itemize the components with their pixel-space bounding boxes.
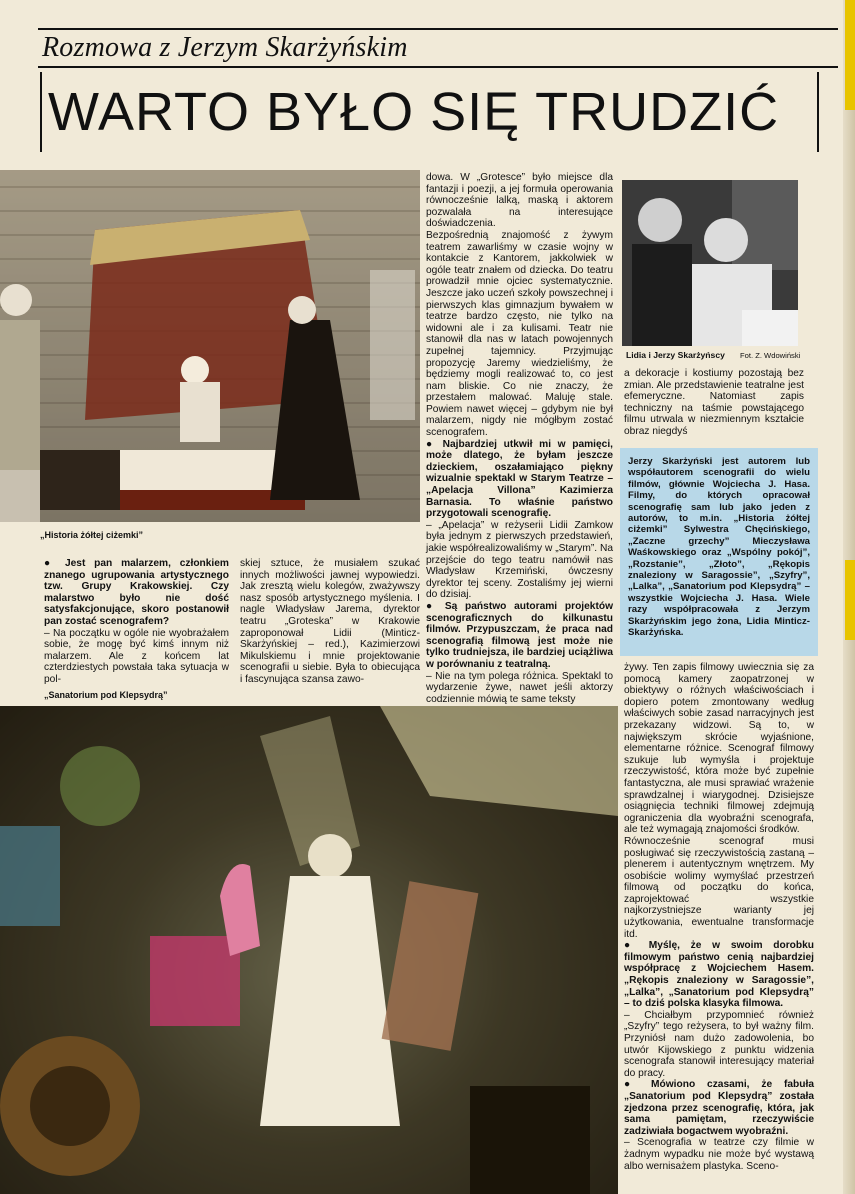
bullet-icon: ● [624,1079,652,1091]
answer-4: – Chciałbym przypomnieć również „Szyfry” tego reżysera, to był ważny film. Przyniósł nam dużo zadowolenia, bo utwór Kijowskiego z punktu widzenia scenografa stanowił interesujący materiał do pracy. [624,1009,814,1079]
info-box [620,448,818,656]
column2 [240,558,420,688]
photo3-caption: Lidia i Jerzy Skarżyńscy [626,350,725,360]
question-4: ● Myślę, że w swoim dorobku filmowym państwo cenią najbardziej współpracę z Wojciechem Hasem. „Rękopis znaleziony w Saragossie”, „Lalka”, „Sanatorium pod Klepsydrą” – to dziś polska klasyka filmowa. [624,940,814,1010]
headline-box [40,72,819,152]
col3-p2: Bezpośrednią znajomość z żywym teatrem zawarliśmy w czasie wojny w kontakcie z Kantorem, jakkolwiek w ogóle teatr znałem od dziecka. Do teatru prowadził mnie ojciec systematycznie. Jeszcze jako uczeń szkoły powszechnej i pierwszych klas gimnazjum bywałem w teatrze bardzo często, nie tylko na widowni ale i za kulisami. Teatr nie stanowił dla nas w latach powojennych zupełnej tajemnicy. Przyjmując propozycję Jaremy wiedzieliśmy, że będziemy mogli realizować to, co jest nam bliskie. Co nie znaczy, że przestałem malować. Maluję stale. Powiem nawet więcej – gdybym nie był malarzem, nigdy nie mógłbym zostać scenografem. [426,229,613,439]
column1 [44,558,229,688]
photo1-caption: „Historia żółtej ciżemki” [40,530,144,540]
answer-1: – Na początku w ogóle nie wyobrażałem sobie, że mogę być kimś innym niż malarzem. Ale z końcem lat czterdziestych powstała taka sytuacja w pol- [44,627,229,685]
bullet-icon: ● [44,558,65,569]
column4-bottom [624,662,814,1186]
photo-portrait [622,180,798,346]
question-5: ● Mówiono czasami, że fabuła „Sanatorium pod Klepsydrą” została zjedzona przez scenografię, która, jak sama pamiętam, rzeczywiście zadziwiała bogactwem wyobraźni. [624,1079,814,1137]
edge-tab [845,0,855,110]
photo3-credit: Fot. Z. Wdowiński [740,351,801,360]
photo2-caption: „Sanatorium pod Klepsydrą” [44,690,168,700]
col2-text: skiej sztuce, że musiałem szukać innych możliwości jawnej wypowiedzi. Jak zresztą wielu kolegów, zważywszy nasz sposób artystycznego myślenia. I nagle Władysław Jarema, dyrektor teatru „Groteska” w Krakowie zaproponował Lidii (Minticz-Skarżyńskiej – red.), Kazimierzowi Mikulskiemu i mnie projektowanie scenografii u siebie. Była to obiecująca i fascynująca szansa zawo- [240,558,420,685]
bullet-icon: ● [426,600,445,612]
question-2: ● Najbardziej utkwił mi w pamięci, może dlatego, że byłam jeszcze dzieckiem, oszałamiająco piękny wizualnie spektakl w Starym Teatrze – „Apelacja Villona” Kazimierza Barnasia. To właśnie państwo przygotowali scenografię. [426,438,614,520]
photo-historia-zoltej-cizemki [0,170,420,522]
col4-p2: żywy. Ten zapis filmowy uwiecznia się za pomocą kamery zaopatrzonej w obiektywy o różnych właściwościach i dopiero potem zmontowany według właściwych sobie zasad narracyjnych jest przekazany widzowi. Są to, w największym skrócie wyjaśnione, elementarne różnice. Scenograf filmowy szukuje lub wymyśla i projektuje rzeczywistość, która może być zupełnie fantastyczna, ale musi sprawiać wrażenie sprawdzalnej i wiarygodnej. Dzisiejsze osiągnięcia techniki filmowej zdejmują ograniczenia dla wyobraźni scenografa, ale też wymagają znajomości środków. [624,662,814,836]
kicker-rule [38,66,838,68]
photo-sanatorium-pod-klepsydra [0,706,618,1194]
question-3: ● Są państwo autorami projektów scenograficznych do kilkunastu filmów. Przypuszczam, że praca nad scenografią filmową jest może nie tylko trudniejsza, ile bardziej uciążliwa w porównaniu z teatralną. [426,600,613,670]
column3 [426,172,614,705]
column4-top [624,368,804,444]
headline: WARTO BYŁO SIĘ TRUDZIĆ [48,82,780,142]
col4-p3: Równocześnie scenograf musi posługiwać się rzeczywistością zastaną – plenerem i autentycznym wnętrzem. My osobiście wolimy wymyślać przestrzeń filmową od początku do końca, zaprojektować wszystkie najkorzystniejsze warianty jej użytkowania, ewentualne transformacje itd. [624,835,814,940]
answer-2: – „Apelacja” w reżyserii Lidii Zamkow była jednym z pierwszych przedstawień, jakie współrealizowaliśmy w „Starym”. Na przejście do tego teatru namówił nas Władysław Krzemiński, ówczesny dyrektor tej sceny. Zostaliśmy jej wierni do dzisiaj. [426,519,613,601]
bullet-icon: ● [426,438,443,450]
photo2-illustration [0,706,618,1194]
photo3-illustration [622,180,798,346]
col3-p1: dowa. W „Grotesce” było miejsce dla fantazji i poezji, a jej formuła operowania równocześnie lalką, maską i aktorem pozwalała na interesujące doświadczenia. [426,172,613,230]
col4-p1: a dekoracje i kostiumy pozostają bez zmian. Ale przedstawienie teatralne jest efemeryczne. Natomiast zapis techniczny na taśmie powstającego filmu utrwala w niezmiennym kształcie obraz niegdyś [624,368,804,437]
edge-tab [845,560,855,640]
page-edge [843,0,855,1194]
question-1: ● Jest pan malarzem, członkiem znanego ugrupowania artystycznego tzw. Grupy Krakowskiej. Czy malarstwo było nie dość satysfakcjonujące, skoro postanowił pan zostać scenografem? [44,558,229,627]
bullet-icon: ● [624,940,649,952]
answer-3: – Nie na tym polega różnica. Spektakl to wydarzenie żywe, nawet jeśli aktorzy codziennie mówią te same teksty [426,670,613,705]
article-kicker: Rozmowa z Jerzym Skarżyńskim [42,32,408,63]
answer-5: – Scenografia w teatrze czy filmie w żadnym wypadku nie może być wystawą albo wernisażem plastyka. Sceno- [624,1137,814,1172]
info-box-text: Jerzy Skarżyński jest autorem lub współautorem scenografii do wielu filmów, głównie Wojciecha J. Hasa. Filmy, do których opracował scenografię sam lub jako jeden z autorów, to m.in. „Historia żółtej ciżemki” Sylwestra Chęcińskiego, „Zaczne grzechy” Mieczysława Waśkowskiego oraz „Wspólny pokój”, „Rozstanie”, „Złoto”, „Rękopis znaleziony w Saragossie”, „Szyfry”, „Lalka”, „Sanatorium pod Klepsydrą” – wszystkie Wojciecha J. Hasa. Wiele razy współpracowała z Jerzym Skarżyńskim jego żona, Lidia Minticz-Skarżyńska. [628,456,810,639]
photo1-illustration [0,170,420,522]
